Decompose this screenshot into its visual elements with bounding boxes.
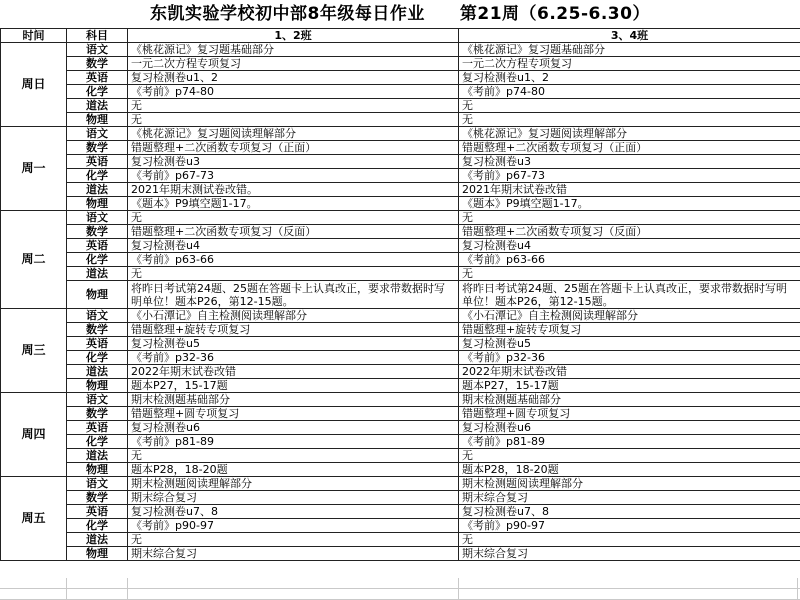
class-3-4-homework-cell[interactable]: 错题整理+二次函数专项复习（反面） (459, 225, 800, 239)
subject-cell[interactable]: 物理 (67, 197, 128, 211)
subject-cell[interactable]: 物理 (67, 281, 128, 309)
class-3-4-homework-cell[interactable]: 错题整理+二次函数专项复习（正面） (459, 141, 800, 155)
class-3-4-homework-cell[interactable]: 《题本》P9填空题1-17。 (459, 197, 800, 211)
class-1-2-homework-cell[interactable]: 期末综合复习 (128, 547, 459, 561)
subject-cell[interactable]: 数学 (67, 491, 128, 505)
subject-cell[interactable]: 化学 (67, 351, 128, 365)
class-1-2-homework-cell[interactable]: 《考前》p74-80 (128, 85, 459, 99)
class-1-2-homework-cell[interactable]: 无 (128, 267, 459, 281)
class-3-4-homework-cell[interactable]: 《考前》p63-66 (459, 253, 800, 267)
class-3-4-homework-cell[interactable]: 无 (459, 113, 800, 127)
table-row (1, 505, 800, 519)
class-1-2-homework-cell[interactable]: 2021年期末测试卷改错。 (128, 183, 459, 197)
class-1-2-homework-cell[interactable]: 《考前》p32-36 (128, 351, 459, 365)
table-row (1, 323, 800, 337)
subject-cell[interactable]: 化学 (67, 519, 128, 533)
table-row (1, 183, 800, 197)
table-row (1, 491, 800, 505)
class-3-4-homework-cell[interactable]: 复习检测卷u7、8 (459, 505, 800, 519)
subject-cell[interactable]: 语文 (67, 393, 128, 407)
table-row (1, 71, 800, 85)
class-3-4-homework-cell[interactable]: 《小石潭记》自主检测阅读理解部分 (459, 309, 800, 323)
day-cell[interactable]: 周四 (1, 393, 67, 477)
class-3-4-homework-cell[interactable]: 期末综合复习 (459, 547, 800, 561)
class-3-4-homework-cell[interactable]: 《桃花源记》复习题基础部分 (459, 43, 800, 57)
table-row (1, 253, 800, 267)
class-1-2-homework-cell[interactable]: 复习检测卷u1、2 (128, 71, 459, 85)
subject-cell[interactable]: 道法 (67, 267, 128, 281)
table-row (1, 85, 800, 99)
table-row (1, 393, 800, 407)
subject-cell[interactable]: 英语 (67, 337, 128, 351)
class-1-2-homework-cell[interactable]: 无 (128, 211, 459, 225)
class-3-4-homework-cell[interactable]: 复习检测卷u4 (459, 239, 800, 253)
table-row (1, 421, 800, 435)
empty-grid-rows (0, 578, 800, 600)
table-row (1, 477, 800, 491)
table-row (1, 169, 800, 183)
class-3-4-homework-cell[interactable]: 将昨日考试第24题、25题在答题卡上认真改正，要求带数据时写明单位！题本P26，第12-15题。 (459, 281, 800, 309)
table-row (1, 197, 800, 211)
class-1-2-homework-cell[interactable]: 《题本》P9填空题1-17。 (128, 197, 459, 211)
subject-cell[interactable]: 英语 (67, 155, 128, 169)
subject-cell[interactable]: 语文 (67, 211, 128, 225)
class-1-2-homework-cell[interactable]: 《桃花源记》复习题基础部分 (128, 43, 459, 57)
class-3-4-homework-cell[interactable]: 无 (459, 533, 800, 547)
class-1-2-homework-cell[interactable]: 将昨日考试第24题、25题在答题卡上认真改正，要求带数据时写明单位！题本P26，第12-15题。 (128, 281, 459, 309)
table-row (1, 99, 800, 113)
subject-cell[interactable]: 物理 (67, 463, 128, 477)
class-1-2-homework-cell[interactable]: 《考前》p90-97 (128, 519, 459, 533)
table-row (1, 155, 800, 169)
class-3-4-homework-cell[interactable]: 无 (459, 449, 800, 463)
subject-cell[interactable]: 数学 (67, 225, 128, 239)
class-1-2-homework-cell[interactable]: 《考前》p81-89 (128, 435, 459, 449)
class-1-2-homework-cell[interactable]: 《考前》p63-66 (128, 253, 459, 267)
class-1-2-homework-cell[interactable]: 题本P28，18-20题 (128, 463, 459, 477)
day-cell[interactable]: 周五 (1, 477, 67, 561)
class-3-4-homework-cell[interactable]: 无 (459, 267, 800, 281)
table-row (1, 365, 800, 379)
table-row (1, 435, 800, 449)
table-row (1, 281, 800, 309)
class-1-2-homework-cell[interactable]: 复习检测卷u3 (128, 155, 459, 169)
class-1-2-homework-cell[interactable]: 期末检测题基础部分 (128, 393, 459, 407)
table-row (1, 463, 800, 477)
class-1-2-homework-cell[interactable]: 复习检测卷u5 (128, 337, 459, 351)
subject-cell[interactable]: 语文 (67, 43, 128, 57)
subject-cell[interactable]: 道法 (67, 449, 128, 463)
day-cell[interactable]: 周二 (1, 211, 67, 309)
class-1-2-homework-cell[interactable]: 复习检测卷u7、8 (128, 505, 459, 519)
class-1-2-homework-cell[interactable]: 2022年期末试卷改错 (128, 365, 459, 379)
class-1-2-homework-cell[interactable]: 《桃花源记》复习题阅读理解部分 (128, 127, 459, 141)
class-3-4-homework-cell[interactable]: 错题整理+圆专项复习 (459, 407, 800, 421)
class-3-4-homework-cell[interactable]: 题本P28，18-20题 (459, 463, 800, 477)
table-row (1, 267, 800, 281)
subject-cell[interactable]: 物理 (67, 379, 128, 393)
class-3-4-homework-cell[interactable]: 复习检测卷u1、2 (459, 71, 800, 85)
table-row (1, 337, 800, 351)
class-3-4-homework-cell[interactable]: 题本P27，15-17题 (459, 379, 800, 393)
class-1-2-homework-cell[interactable]: 期末综合复习 (128, 491, 459, 505)
class-1-2-homework-cell[interactable]: 无 (128, 449, 459, 463)
class-1-2-homework-cell[interactable]: 错题整理+二次函数专项复习（正面） (128, 141, 459, 155)
subject-cell[interactable]: 数学 (67, 323, 128, 337)
subject-cell[interactable]: 道法 (67, 183, 128, 197)
header-class-1-2[interactable]: 1、2班 (128, 29, 459, 43)
class-1-2-homework-cell[interactable]: 错题整理+圆专项复习 (128, 407, 459, 421)
subject-cell[interactable]: 化学 (67, 85, 128, 99)
subject-cell[interactable]: 语文 (67, 477, 128, 491)
subject-cell[interactable]: 英语 (67, 239, 128, 253)
homework-table (0, 28, 800, 561)
class-1-2-homework-cell[interactable]: 复习检测卷u4 (128, 239, 459, 253)
class-3-4-homework-cell[interactable]: 复习检测卷u3 (459, 155, 800, 169)
class-1-2-homework-cell[interactable]: 一元二次方程专项复习 (128, 57, 459, 71)
header-subject[interactable]: 科目 (67, 29, 128, 43)
subject-cell[interactable]: 语文 (67, 127, 128, 141)
table-row (1, 57, 800, 71)
class-1-2-homework-cell[interactable]: 无 (128, 533, 459, 547)
table-row (1, 211, 800, 225)
subject-cell[interactable]: 化学 (67, 169, 128, 183)
class-3-4-homework-cell[interactable]: 错题整理+旋转专项复习 (459, 323, 800, 337)
subject-cell[interactable]: 数学 (67, 57, 128, 71)
day-cell[interactable]: 周一 (1, 127, 67, 211)
table-row (1, 127, 800, 141)
class-3-4-homework-cell[interactable]: 《考前》p81-89 (459, 435, 800, 449)
subject-cell[interactable]: 道法 (67, 533, 128, 547)
subject-cell[interactable]: 化学 (67, 435, 128, 449)
class-1-2-homework-cell[interactable]: 错题整理+二次函数专项复习（反面） (128, 225, 459, 239)
subject-cell[interactable]: 英语 (67, 505, 128, 519)
table-row (1, 43, 800, 57)
class-3-4-homework-cell[interactable]: 《考前》p67-73 (459, 169, 800, 183)
header-class-3-4[interactable]: 3、4班 (459, 29, 800, 43)
table-row (1, 141, 800, 155)
class-1-2-homework-cell[interactable]: 题本P27，15-17题 (128, 379, 459, 393)
class-1-2-homework-cell[interactable]: 错题整理+旋转专项复习 (128, 323, 459, 337)
table-row (1, 351, 800, 365)
table-row (1, 533, 800, 547)
subject-cell[interactable]: 英语 (67, 421, 128, 435)
class-1-2-homework-cell[interactable]: 《小石潭记》自主检测阅读理解部分 (128, 309, 459, 323)
class-1-2-homework-cell[interactable]: 《考前》p67-73 (128, 169, 459, 183)
class-3-4-homework-cell[interactable]: 复习检测卷u6 (459, 421, 800, 435)
subject-cell[interactable]: 道法 (67, 365, 128, 379)
sheet-title: 东凯实验学校初中部8年级每日作业 第21周（6.25-6.30） (150, 4, 650, 24)
day-cell[interactable]: 周三 (1, 309, 67, 393)
class-1-2-homework-cell[interactable]: 期末检测题阅读理解部分 (128, 477, 459, 491)
class-3-4-homework-cell[interactable]: 《考前》p74-80 (459, 85, 800, 99)
header-time[interactable]: 时间 (1, 29, 67, 43)
table-row (1, 407, 800, 421)
table-row (1, 449, 800, 463)
subject-cell[interactable]: 英语 (67, 71, 128, 85)
table-row (1, 309, 800, 323)
class-3-4-homework-cell[interactable]: 无 (459, 99, 800, 113)
class-3-4-homework-cell[interactable]: 期末综合复习 (459, 491, 800, 505)
subject-cell[interactable]: 化学 (67, 253, 128, 267)
class-3-4-homework-cell[interactable]: 2021年期末试卷改错 (459, 183, 800, 197)
subject-cell[interactable]: 道法 (67, 99, 128, 113)
day-cell[interactable]: 周日 (1, 43, 67, 127)
table-row (1, 225, 800, 239)
class-3-4-homework-cell[interactable]: 无 (459, 211, 800, 225)
class-3-4-homework-cell[interactable]: 《考前》p90-97 (459, 519, 800, 533)
subject-cell[interactable]: 物理 (67, 113, 128, 127)
class-1-2-homework-cell[interactable]: 无 (128, 113, 459, 127)
table-row (1, 547, 800, 561)
table-row (1, 113, 800, 127)
table-row (1, 519, 800, 533)
class-3-4-homework-cell[interactable]: 《桃花源记》复习题阅读理解部分 (459, 127, 800, 141)
class-3-4-homework-cell[interactable]: 期末检测题阅读理解部分 (459, 477, 800, 491)
header-row (1, 29, 800, 43)
subject-cell[interactable]: 物理 (67, 547, 128, 561)
class-1-2-homework-cell[interactable]: 无 (128, 99, 459, 113)
table-row (1, 239, 800, 253)
table-row (1, 379, 800, 393)
subject-cell[interactable]: 数学 (67, 141, 128, 155)
class-3-4-homework-cell[interactable]: 《考前》p32-36 (459, 351, 800, 365)
subject-cell[interactable]: 语文 (67, 309, 128, 323)
class-3-4-homework-cell[interactable]: 复习检测卷u5 (459, 337, 800, 351)
class-3-4-homework-cell[interactable]: 一元二次方程专项复习 (459, 57, 800, 71)
class-3-4-homework-cell[interactable]: 2022年期末试卷改错 (459, 365, 800, 379)
class-1-2-homework-cell[interactable]: 复习检测卷u6 (128, 421, 459, 435)
class-3-4-homework-cell[interactable]: 期末检测题基础部分 (459, 393, 800, 407)
subject-cell[interactable]: 数学 (67, 407, 128, 421)
